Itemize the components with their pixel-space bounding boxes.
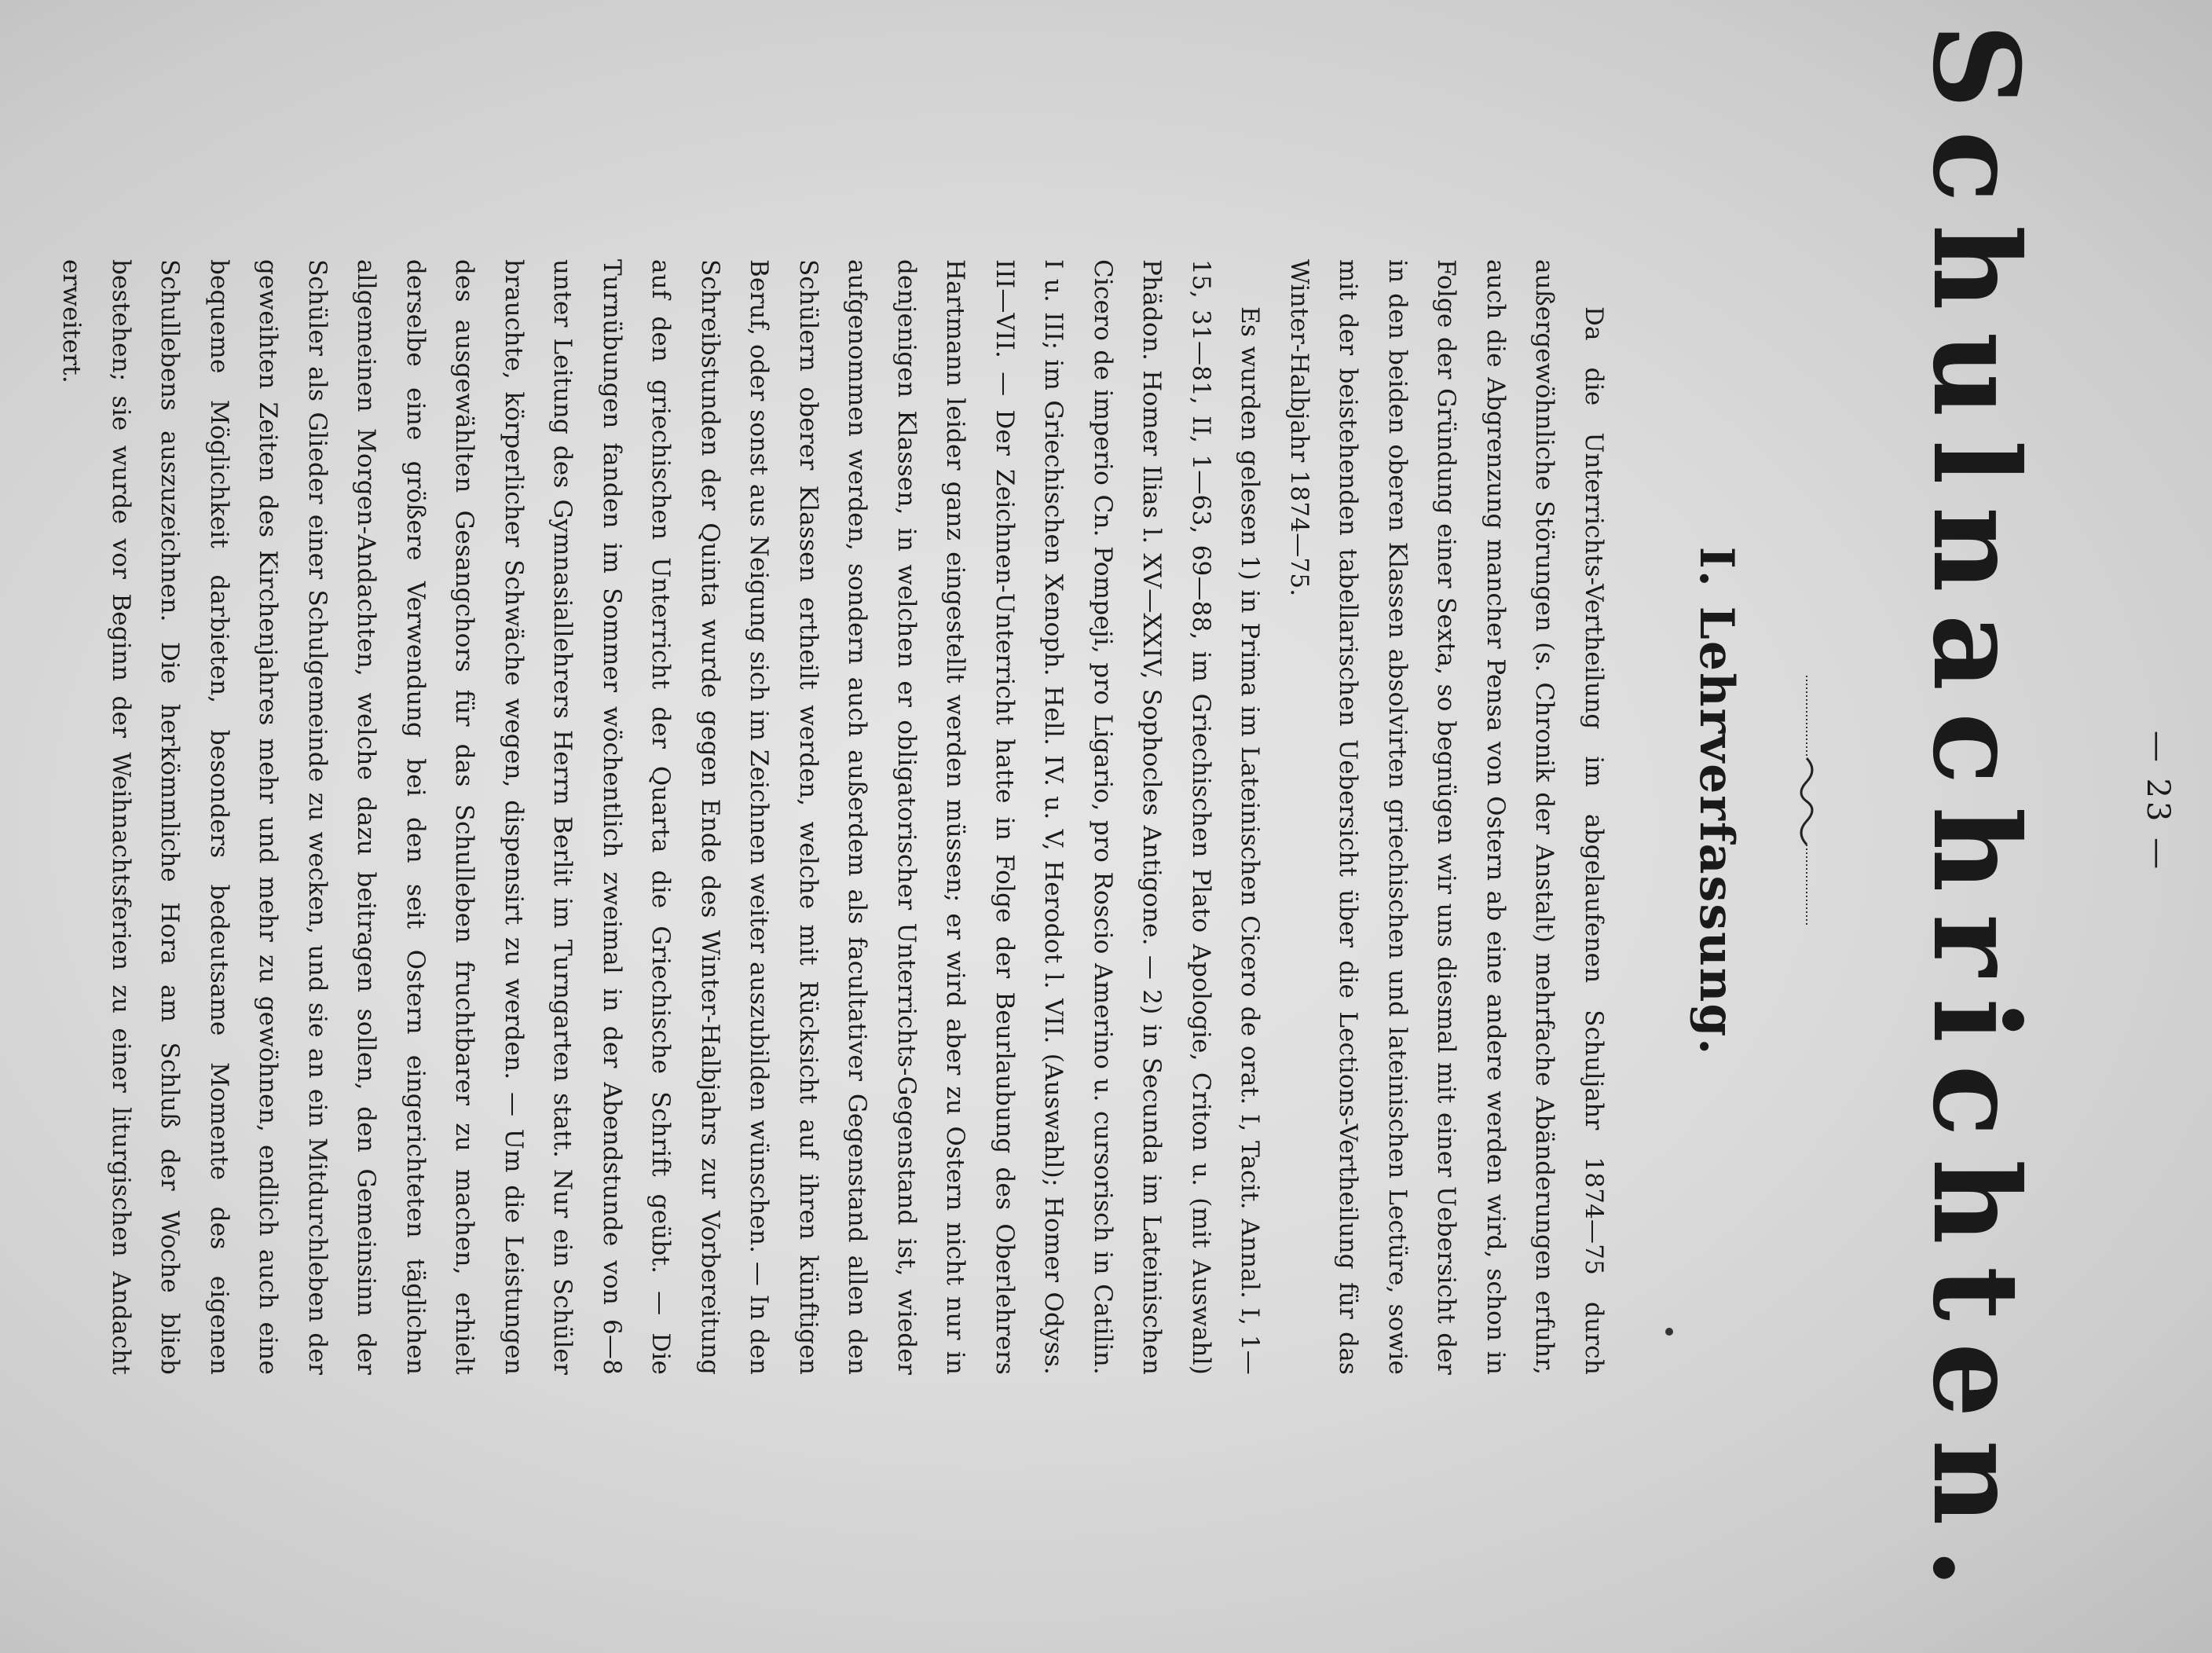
body-text [47,259,1618,1375]
ornament-divider [1791,676,1822,927]
ink-speck [1665,1328,1673,1336]
page-title: Schulnachrichten. [1906,24,2045,1611]
page-number: — 23 — [2140,730,2176,873]
section-heading: I. Lehrverfassung. [1689,546,1744,1057]
paragraph-lecture: Es wurden gelesen 1) in Prima im Lateinischen Cicero de orat. I, Tacit. Annal. I, 1—15, 31—81, II, 1—63, 69—88, im Griechischen Plato Apologie, Criton u. (mit Auswahl) Phädon. Homer Ilias l. XV—XXIV, Sophocles Antigone. — 2) in Secunda im Lateinischen Cicero de imperio Cn. Pompeji, pro Ligario, pro Roscio Amerino u. cursorisch in Catilin. I u. III; im Griechischen Xenoph. Hell. IV. u. V, Herodot l. VII. (Auswahl); Homer Odyss. III—VII. — Der Zeichnen-Unterricht hatte in Folge der Beurlaubung des Oberlehrers Hartmann leider ganz eingestellt werden müssen; er wird aber zu Ostern nicht nur in denjenigen Klassen, in welchen er obligatorischer Unterrichts-Gegenstand ist, wieder aufgenommen werden, sondern auch außerdem als facultativer Gegenstand allen den Schülern oberer Klassen ertheilt werden, welche mit Rücksicht auf ihren künftigen Beruf, oder sonst aus Neigung sich im Zeichnen weiter auszubilden wünschen. — In den Schreibstunden der Quinta wurde gegen Ende des Winter-Halbjahrs zur Vorbereitung auf den griechischen Unterricht der Quarta die Griechische Schrift geübt. — Die Turnübungen fanden im Sommer wöchentlich zweimal in der Abendstunde von 6—8 unter Leitung des Gymnasiallehrers Herrn Berlit im Turngarten statt. Nur ein Schüler brauchte, körperlicher Schwäche wegen, dispensirt zu werden. — Um die Leistungen des ausgewählten Gesangchors für das Schulleben fruchtbarer zu machen, erhielt derselbe eine größere Verwendung bei den seit Ostern eingerichteten täglichen allgemeinen Morgen-Andachten, welche dazu beitragen sollen, den Gemeinsinn der Schüler als Glieder einer Schulgemeinde zu wecken, und sie an ein Mitdurchleben der geweihten Zeiten des Kirchenjahres mehr und mehr zu gewöhnen, endlich auch eine bequeme Möglichkeit darbieten, besonders bedeutsame Momente des eigenen Schullebens auszuzeichnen. Die herkömmliche Hora am Schluß der Woche blieb bestehen; sie wurde vor Beginn der Weihnachtsferien zu einer liturgischen Andacht erweitert. [57,259,1265,1375]
paragraph-intro: Da die Unterrichts-Vertheilung im abgelaufenen Schuljahr 1874—75 durch außergewöhnliche Störungen (s. Chronik der Anstalt) mehrfache Abänderungen erfuhr, auch die Abgrenzung mancher Pensa von Ostern ab eine andere werden wird, schon in Folge der Gründung einer Sexta, so begnügen wir uns diesmal mit einer Uebersicht der in den beiden oberen Klassen absolvirten griechischen und lateinischen Lectüre, sowie mit der beistehenden tabellarischen Uebersicht über die Lections-Vertheilung für das Winter-Halbjahr 1874—75. [1285,259,1608,1375]
document-page [57,24,2212,1611]
